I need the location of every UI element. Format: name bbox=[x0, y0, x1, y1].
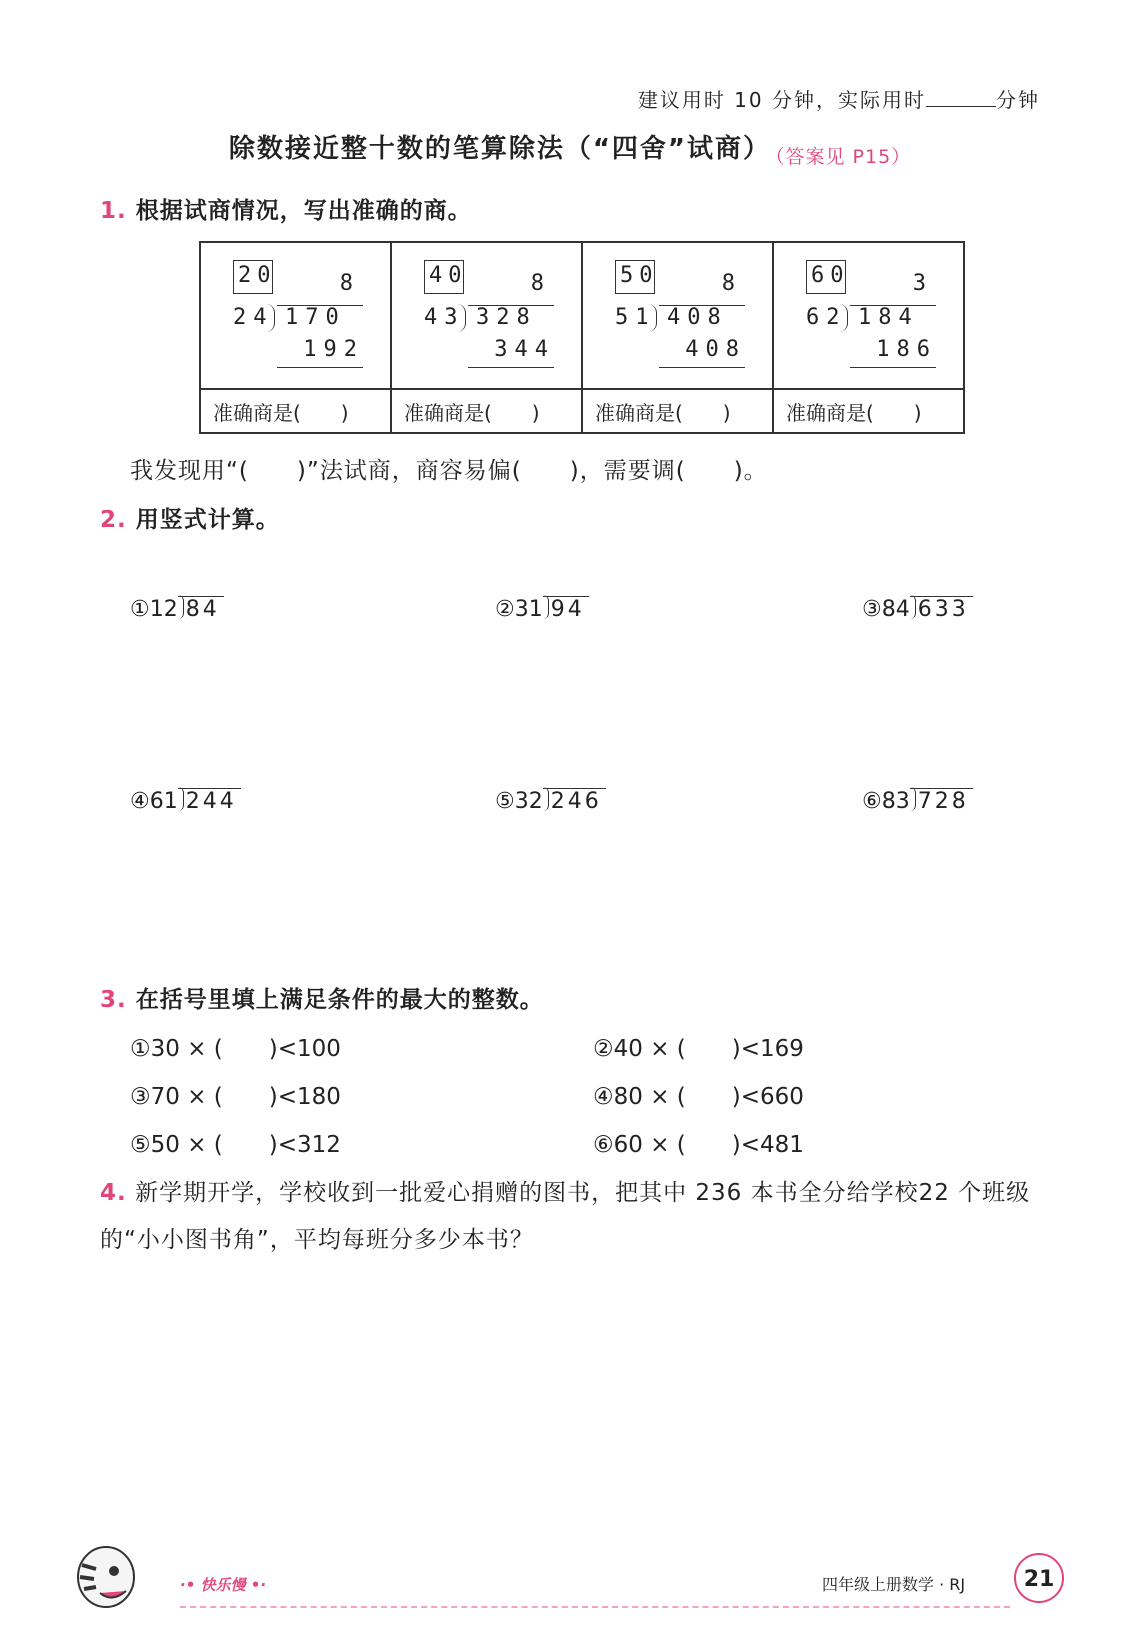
zebra-mascot-icon bbox=[66, 1535, 146, 1619]
trial-quotient-box: 60 bbox=[806, 260, 846, 294]
time-hint: 建议用时 10 分钟，实际用时 分钟 bbox=[637, 88, 1040, 112]
question-4: 4. 新学期开学，学校收到一批爱心捐赠的图书，把其中 236 本书全分给学校22 个班级的“小小图书角”，平均每班分多少本书？ bbox=[100, 1180, 1031, 1253]
divisor: 24 bbox=[233, 305, 274, 330]
inequality-item[interactable]: ③70 × ( )<180 bbox=[130, 1084, 341, 1110]
trial-quotient-box: 40 bbox=[424, 260, 464, 294]
question-3-heading: 3. 在括号里填上满足条件的最大的整数。 bbox=[100, 987, 544, 1013]
divisor: 62 bbox=[806, 305, 847, 330]
inequality-item[interactable]: ②40 × ( )<169 bbox=[593, 1036, 804, 1062]
trial-cell bbox=[773, 242, 964, 389]
product: 344 bbox=[494, 337, 555, 362]
inequality-item[interactable]: ⑥60 × ( )<481 bbox=[593, 1132, 804, 1158]
quotient-digit: 8 bbox=[339, 271, 360, 296]
quotient-digit: 8 bbox=[530, 271, 551, 296]
division-problem: ⑤32 246 bbox=[495, 788, 606, 814]
brand-logo: ·• 快乐慢 •· bbox=[180, 1576, 267, 1594]
quotient-digit: 3 bbox=[912, 271, 933, 296]
dividend: 184 bbox=[858, 305, 919, 330]
time-blank[interactable] bbox=[926, 88, 996, 107]
division-problem: ②31 94 bbox=[495, 596, 589, 622]
division-problem: ③84 633 bbox=[862, 596, 973, 622]
page-title: 除数接近整十数的笔算除法（“四舍”试商） $_{(答案见 P15)}$ bbox=[228, 134, 912, 168]
answer-cell[interactable]: 准确商是( ) bbox=[391, 389, 582, 433]
finding-sentence[interactable]: 我发现用“( )”法试商，商容易偏( )，需要调( )。 bbox=[130, 458, 768, 484]
question-2-heading: 2. 用竖式计算。 bbox=[100, 507, 280, 533]
division-problem: ⑥83 728 bbox=[862, 788, 973, 814]
page-number: 21 bbox=[1014, 1553, 1064, 1603]
trial-cell bbox=[200, 242, 391, 389]
trial-quotient-box: 20 bbox=[233, 260, 273, 294]
answer-reference: （答案见 P15） bbox=[775, 146, 912, 168]
dividend: 408 bbox=[667, 305, 728, 330]
answer-cell[interactable]: 准确商是( ) bbox=[200, 389, 391, 433]
product: 408 bbox=[685, 337, 746, 362]
product: 186 bbox=[876, 337, 937, 362]
dividend: 170 bbox=[285, 305, 346, 330]
dividend: 328 bbox=[476, 305, 537, 330]
inequality-item[interactable]: ④80 × ( )<660 bbox=[593, 1084, 804, 1110]
inequality-item[interactable]: ⑤50 × ( )<312 bbox=[130, 1132, 341, 1158]
footer-divider bbox=[180, 1606, 1010, 1608]
book-label: 四年级上册数学 · RJ bbox=[822, 1575, 966, 1594]
inequality-item[interactable]: ①30 × ( )<100 bbox=[130, 1036, 341, 1062]
trial-cell bbox=[582, 242, 773, 389]
division-problem: ①12 84 bbox=[130, 596, 224, 622]
quotient-digit: 8 bbox=[721, 271, 742, 296]
trial-quotient-box: 50 bbox=[615, 260, 655, 294]
trial-cell bbox=[391, 242, 582, 389]
division-problem: ④61 244 bbox=[130, 788, 241, 814]
divisor: 43 bbox=[424, 305, 465, 330]
product: 192 bbox=[303, 337, 364, 362]
trial-division-table bbox=[199, 241, 965, 434]
answer-cell[interactable]: 准确商是( ) bbox=[582, 389, 773, 433]
answer-cell[interactable]: 准确商是( ) bbox=[773, 389, 964, 433]
question-1-heading: 1. 根据试商情况，写出准确的商。 bbox=[100, 198, 472, 224]
divisor: 51 bbox=[615, 305, 656, 330]
